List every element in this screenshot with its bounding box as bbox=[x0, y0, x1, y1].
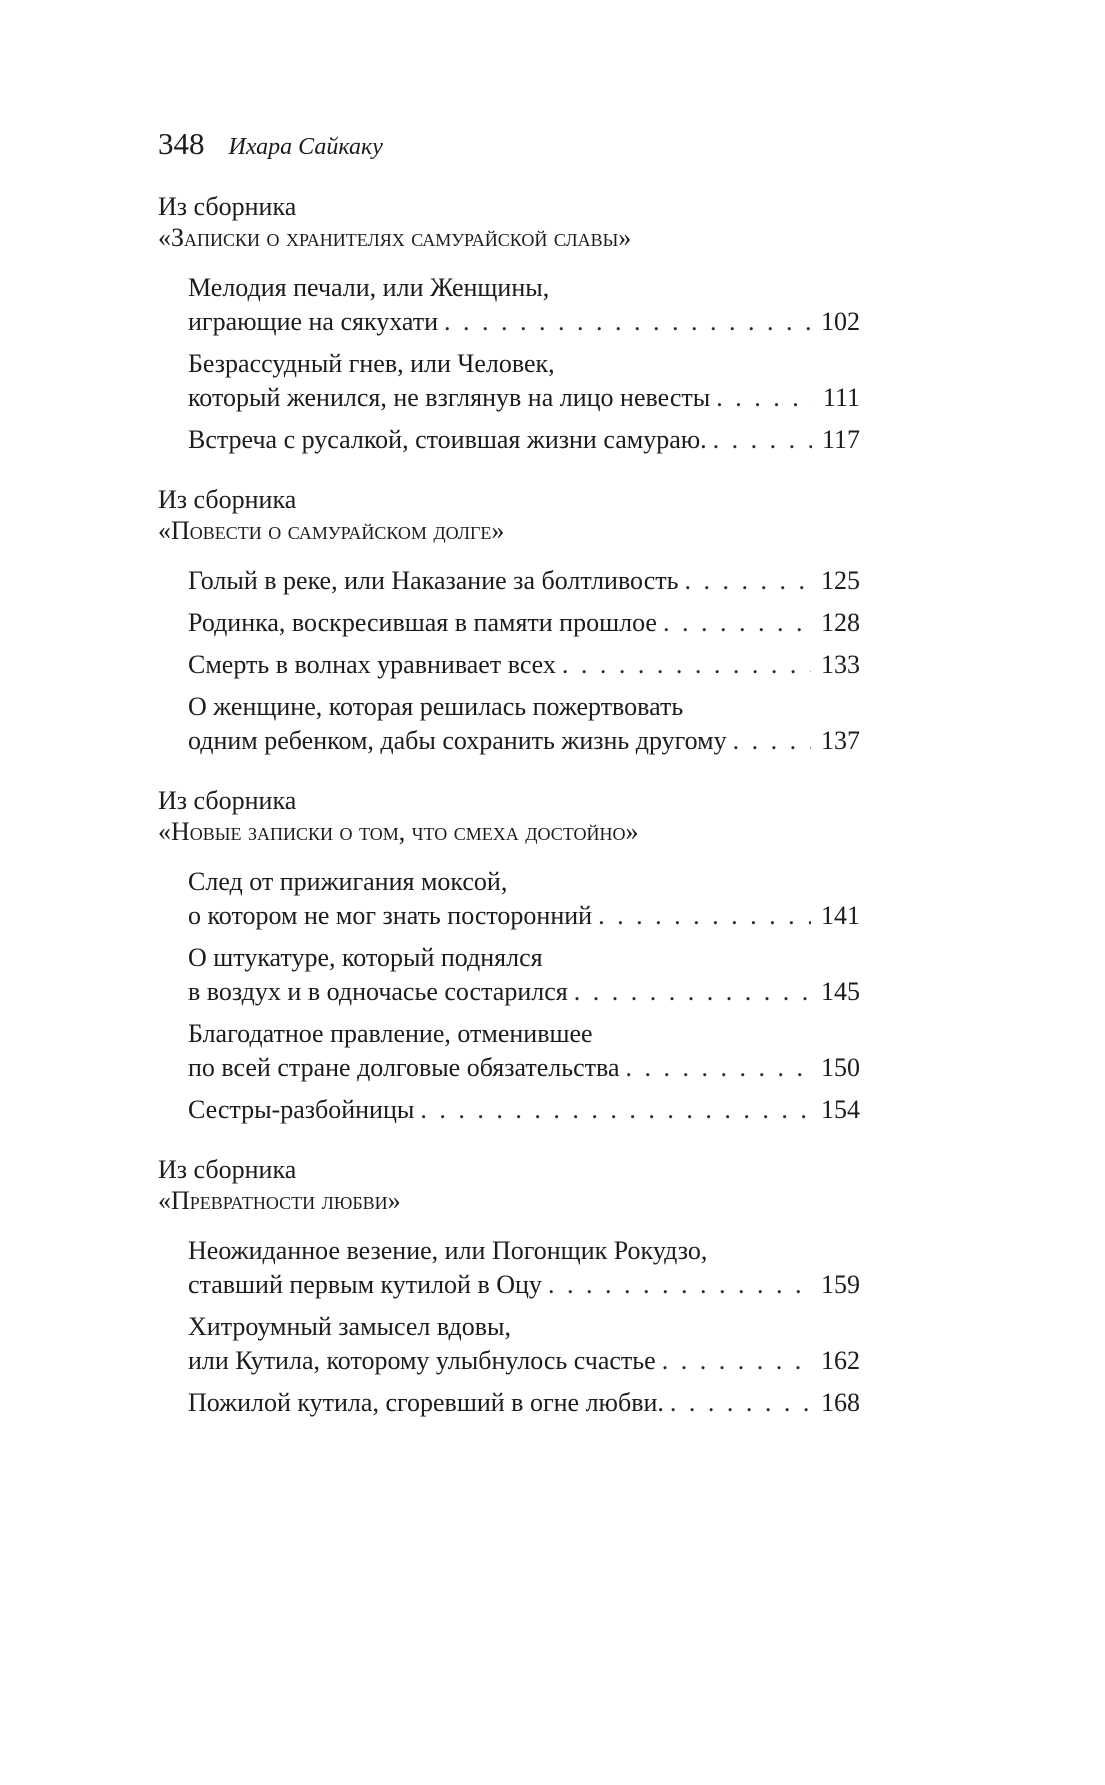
entry-final-line bbox=[188, 1268, 860, 1302]
entry-title-line: Хитроумный замысел вдовы, bbox=[188, 1312, 511, 1341]
entry-title-line: ставший первым кутилой в Оцу bbox=[188, 1270, 542, 1299]
entry-page-number: 137 bbox=[821, 726, 860, 755]
page-number: 348 bbox=[158, 126, 205, 161]
dot-leader bbox=[598, 899, 811, 933]
entry-page-number: 168 bbox=[821, 1388, 860, 1417]
dot-leader bbox=[733, 724, 811, 758]
table-of-contents bbox=[158, 190, 860, 1420]
section-label: Из сборника bbox=[158, 485, 297, 514]
entry-final-line bbox=[188, 606, 860, 640]
dot-leader bbox=[562, 648, 811, 682]
entry-final-line bbox=[188, 1344, 860, 1378]
entry-title-line: по всей стране долговые обязательства bbox=[188, 1053, 620, 1082]
toc-entry[interactable] bbox=[188, 648, 860, 682]
section-heading bbox=[158, 1153, 860, 1216]
entry-final-line bbox=[188, 423, 860, 457]
collection-title: «Превратности любви» bbox=[158, 1186, 401, 1215]
toc-entry[interactable] bbox=[188, 941, 860, 1009]
section-heading bbox=[158, 483, 860, 546]
dot-leader bbox=[670, 1386, 811, 1420]
entry-title-line: Мелодия печали, или Женщины, bbox=[188, 273, 550, 302]
entry-final-line bbox=[188, 305, 860, 339]
toc-entry[interactable] bbox=[188, 690, 860, 758]
entry-title-line: или Кутила, которому улыбнулось счастье bbox=[188, 1346, 656, 1375]
toc-section bbox=[158, 483, 860, 758]
entry-page-number: 150 bbox=[821, 1053, 860, 1082]
entry-title-line: Сестры-разбойницы bbox=[188, 1095, 415, 1124]
toc-entry[interactable] bbox=[188, 1386, 860, 1420]
dot-leader bbox=[662, 1344, 811, 1378]
entry-title-line: Смерть в волнах уравнивает всех bbox=[188, 650, 556, 679]
entry-final-line bbox=[188, 899, 860, 933]
dot-leader bbox=[716, 381, 813, 415]
entry-title-line: Пожилой кутила, сгоревший в огне любви. bbox=[188, 1388, 664, 1417]
entry-final-line bbox=[188, 648, 860, 682]
toc-section bbox=[158, 190, 860, 457]
toc-entry[interactable] bbox=[188, 423, 860, 457]
entry-final-line bbox=[188, 564, 860, 598]
entry-page-number: 159 bbox=[821, 1270, 860, 1299]
entry-page-number: 162 bbox=[821, 1346, 860, 1375]
toc-entry[interactable] bbox=[188, 271, 860, 339]
entry-page-number: 133 bbox=[821, 650, 860, 679]
entry-title-line: в воздух и в одночасье состарился bbox=[188, 977, 568, 1006]
entry-title-line: Голый в реке, или Наказание за болтливость bbox=[188, 566, 679, 595]
entry-title-line: О штукатуре, который поднялся bbox=[188, 943, 543, 972]
entry-final-line bbox=[188, 724, 860, 758]
dot-leader bbox=[420, 1093, 811, 1127]
dot-leader bbox=[626, 1051, 811, 1085]
toc-entry[interactable] bbox=[188, 1310, 860, 1378]
entry-title-line: Встреча с русалкой, стоившая жизни самураю. bbox=[188, 425, 707, 454]
entry-page-number: 141 bbox=[821, 901, 860, 930]
entry-page-number: 102 bbox=[821, 307, 860, 336]
entry-title-line: Безрассудный гнев, или Человек, bbox=[188, 349, 555, 378]
entry-page-number: 111 bbox=[822, 383, 860, 412]
entry-title-line: который женился, не взглянув на лицо невесты bbox=[188, 383, 711, 412]
collection-title: «Новые записки о том, что смеха достойно» bbox=[158, 817, 639, 846]
entry-title-line: одним ребенком, дабы сохранить жизнь другому bbox=[188, 726, 727, 755]
toc-entry[interactable] bbox=[188, 1234, 860, 1302]
dot-leader bbox=[548, 1268, 811, 1302]
entry-final-line bbox=[188, 1051, 860, 1085]
entry-title-line: играющие на сякухати bbox=[188, 307, 439, 336]
section-label: Из сборника bbox=[158, 1155, 297, 1184]
section-label: Из сборника bbox=[158, 786, 297, 815]
collection-title: «Записки о хранителях самурайской славы» bbox=[158, 223, 632, 252]
entry-title-line: След от прижигания моксой, bbox=[188, 867, 508, 896]
entry-final-line bbox=[188, 975, 860, 1009]
entry-page-number: 145 bbox=[821, 977, 860, 1006]
collection-title: «Повести о самурайском долге» bbox=[158, 516, 505, 545]
entry-final-line bbox=[188, 1093, 860, 1127]
running-head bbox=[158, 126, 860, 170]
dot-leader bbox=[684, 564, 811, 598]
entry-page-number: 117 bbox=[821, 425, 860, 454]
entry-title-line: О женщине, которая решилась пожертвовать bbox=[188, 692, 684, 721]
dot-leader bbox=[663, 606, 811, 640]
toc-entry[interactable] bbox=[188, 865, 860, 933]
dot-leader bbox=[574, 975, 811, 1009]
section-heading bbox=[158, 784, 860, 847]
toc-entry[interactable] bbox=[188, 606, 860, 640]
entry-title-line: Родинка, воскресившая в памяти прошлое bbox=[188, 608, 657, 637]
entry-final-line bbox=[188, 1386, 860, 1420]
toc-section bbox=[158, 784, 860, 1127]
dot-leader bbox=[444, 305, 811, 339]
entry-page-number: 125 bbox=[821, 566, 860, 595]
toc-entry[interactable] bbox=[188, 347, 860, 415]
section-label: Из сборника bbox=[158, 192, 297, 221]
toc-entry[interactable] bbox=[188, 1093, 860, 1127]
entry-title-line: о котором не мог знать посторонний bbox=[188, 901, 593, 930]
entry-title-line: Благодатное правление, отменившее bbox=[188, 1019, 593, 1048]
toc-page bbox=[158, 126, 860, 1446]
section-heading bbox=[158, 190, 860, 253]
entry-final-line bbox=[188, 381, 860, 415]
toc-entry[interactable] bbox=[188, 564, 860, 598]
author-name: Ихара Сайкаку bbox=[228, 134, 383, 160]
toc-section bbox=[158, 1153, 860, 1420]
entry-title-line: Неожиданное везение, или Погонщик Рокудзо, bbox=[188, 1236, 708, 1265]
entry-page-number: 154 bbox=[821, 1095, 860, 1124]
entry-page-number: 128 bbox=[821, 608, 860, 637]
toc-entry[interactable] bbox=[188, 1017, 860, 1085]
dot-leader bbox=[713, 423, 812, 457]
